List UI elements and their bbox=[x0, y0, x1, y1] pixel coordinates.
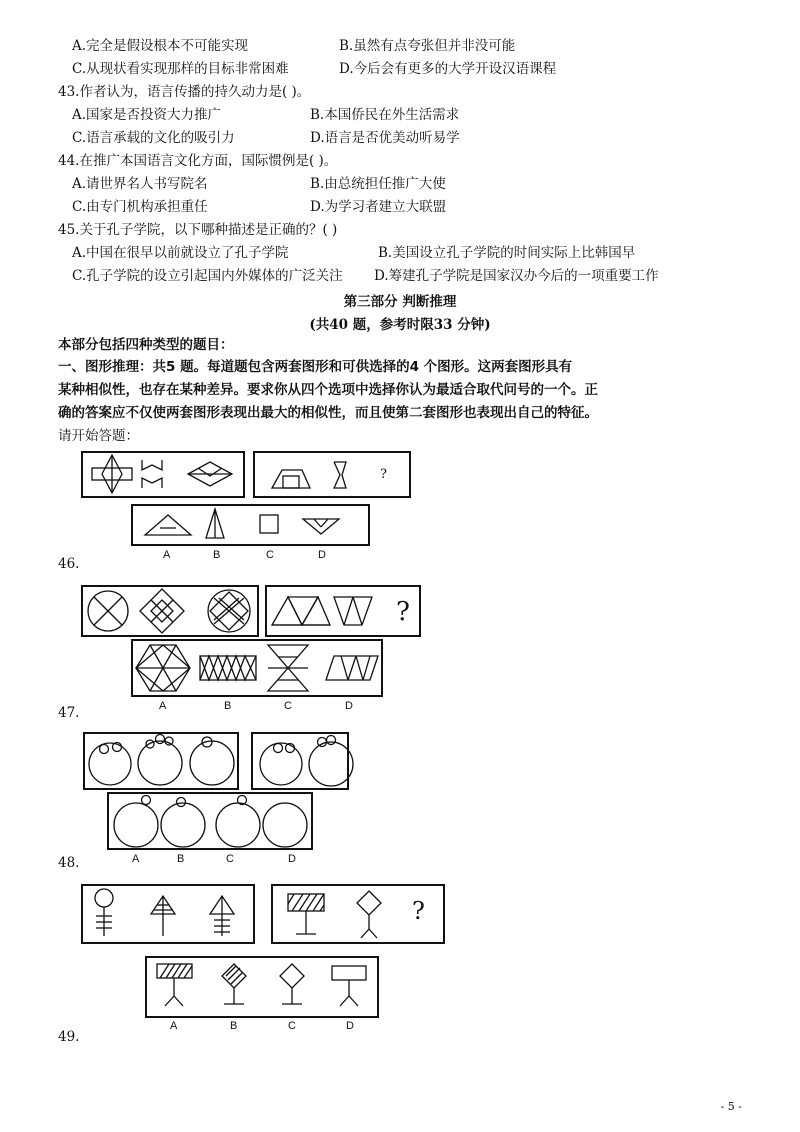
q49-number: 49. bbox=[58, 1029, 80, 1045]
q45-stem: 45.关于孔子学院，以下哪种描述是正确的？( ) bbox=[58, 222, 338, 238]
q47-number: 47. bbox=[58, 705, 80, 721]
instruction-line-3: 确的答案应不仅使两套图形表现出最大的相似性，而且使第二套图形也表现出自己的特征。 bbox=[58, 405, 598, 421]
q43-option-c: C.语言承载的文化的吸引力 bbox=[72, 130, 235, 146]
q48-options-box bbox=[108, 793, 312, 849]
q47-question-mark: ? bbox=[396, 597, 410, 627]
q49-option-label-b: B bbox=[230, 1020, 238, 1032]
q46-option-label-a: A bbox=[163, 549, 171, 561]
q48-option-label-a: A bbox=[132, 853, 140, 865]
q46-option-label-c: C bbox=[266, 549, 274, 561]
q47-option-label-c: C bbox=[284, 700, 292, 712]
q46-option-label-b: B bbox=[213, 549, 221, 561]
section-title: 第三部分 判断推理 bbox=[343, 294, 457, 310]
q45-option-d: D.筹建孔子学院是国家汉办今后的一项重要工作 bbox=[374, 268, 659, 284]
q48-option-label-c: C bbox=[226, 853, 234, 865]
q49-options-box bbox=[146, 957, 378, 1017]
q48-set1-box bbox=[84, 733, 238, 789]
q47-option-label-b: B bbox=[224, 700, 232, 712]
q47-option-label-a: A bbox=[159, 700, 167, 712]
q44-option-b: B.由总统担任推广大使 bbox=[310, 176, 446, 192]
q42-option-b: B.虽然有点夸张但并非没可能 bbox=[339, 38, 516, 54]
q48-option-label-d: D bbox=[288, 853, 296, 865]
q49-option-label-d: D bbox=[346, 1020, 354, 1032]
q48-set2-box bbox=[252, 733, 353, 789]
q49-set1-box bbox=[82, 885, 254, 943]
q47-option-label-d: D bbox=[345, 700, 353, 712]
q48-option-label-b: B bbox=[177, 853, 185, 865]
q46-options-box bbox=[132, 505, 369, 545]
q46-option-label-d: D bbox=[318, 549, 326, 561]
q45-option-c: C.孔子学院的设立引起国内外媒体的广泛关注 bbox=[72, 268, 343, 284]
q46-number: 46. bbox=[58, 556, 80, 572]
q43-option-d: D.语言是否优美动听易学 bbox=[310, 130, 460, 146]
q45-option-b: B.美国设立孔子学院的时间实际上比韩国早 bbox=[378, 245, 636, 261]
q45-option-a: A.中国在很早以前就设立了孔子学院 bbox=[72, 245, 289, 261]
q44-stem: 44.在推广本国语言文化方面，国际惯例是( )。 bbox=[58, 153, 338, 169]
instruction-line-2: 某种相似性，也存在某种差异。要求你从四个选项中选择你认为最适合取代问号的一个。正 bbox=[58, 382, 598, 398]
q46-question-mark: ? bbox=[380, 467, 387, 482]
q49-option-label-a: A bbox=[170, 1020, 178, 1032]
q42-option-a: A.完全是假设根本不可能实现 bbox=[72, 38, 249, 54]
q49-option-label-c: C bbox=[288, 1020, 296, 1032]
q44-option-c: C.由专门机构承担重任 bbox=[72, 199, 208, 215]
start-prompt: 请开始答题： bbox=[58, 428, 139, 444]
section-subtitle: (共40 题，参考时限33 分钟) bbox=[309, 317, 491, 333]
q42-option-d: D.今后会有更多的大学开设汉语课程 bbox=[339, 61, 557, 77]
q44-option-d: D.为学习者建立大联盟 bbox=[310, 199, 447, 215]
instruction-line-1: 一、图形推理：共5 题。每道题包含两套图形和可供选择的4 个图形。这两套图形具有 bbox=[58, 359, 573, 375]
q46-set1-box bbox=[82, 452, 244, 497]
page-number: - 5 - bbox=[720, 1100, 742, 1113]
q47-options-box bbox=[132, 640, 382, 696]
q44-option-a: A.请世界名人书写院名 bbox=[72, 176, 208, 192]
q49-question-mark: ? bbox=[412, 897, 425, 925]
q48-number: 48. bbox=[58, 855, 80, 871]
q43-option-a: A.国家是否投资大力推广 bbox=[72, 107, 222, 123]
section-intro: 本部分包括四种类型的题目： bbox=[58, 337, 234, 353]
q43-stem: 43.作者认为，语言传播的持久动力是( )。 bbox=[58, 84, 311, 100]
q43-option-b: B.本国侨民在外生活需求 bbox=[310, 107, 460, 123]
q42-option-c: C.从现状看实现那样的目标非常困难 bbox=[72, 61, 289, 77]
q47-set1-box bbox=[82, 586, 258, 636]
